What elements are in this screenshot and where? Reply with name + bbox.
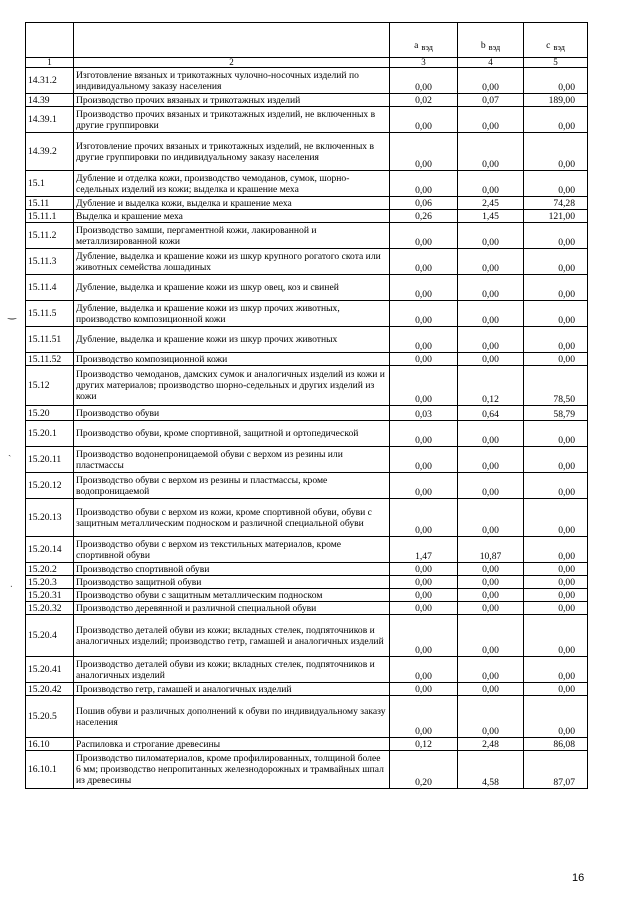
- row-value-c: 0,00: [524, 301, 588, 327]
- row-value-b: 0,00: [458, 421, 524, 447]
- column-number: 2: [74, 58, 390, 68]
- row-value-c: 0,00: [524, 107, 588, 133]
- row-value-b: 0,64: [458, 406, 524, 421]
- row-code: 15.20.3: [26, 576, 74, 589]
- row-value-c: 0,00: [524, 615, 588, 657]
- row-value-a: 0,00: [390, 301, 458, 327]
- header-cell-a: [390, 23, 458, 58]
- row-value-a: 0,00: [390, 171, 458, 197]
- row-value-c: 0,00: [524, 223, 588, 249]
- header-cell-b: [458, 23, 524, 58]
- row-code: 15.11: [26, 197, 74, 210]
- table-row: [26, 499, 588, 537]
- row-value-b: 0,00: [458, 696, 524, 738]
- row-value-a: 0,00: [390, 615, 458, 657]
- row-value-c: 0,00: [524, 683, 588, 696]
- row-code: 15.20.2: [26, 563, 74, 576]
- row-code: 14.39.1: [26, 107, 74, 133]
- table-row: [26, 602, 588, 615]
- table-row: [26, 107, 588, 133]
- table-row: [26, 421, 588, 447]
- row-description: Производство обуви с верхом из текстильных материалов, кроме спортивной обуви: [74, 537, 390, 563]
- row-code: 15.11.5: [26, 301, 74, 327]
- row-value-a: 0,00: [390, 275, 458, 301]
- row-value-b: 0,00: [458, 68, 524, 94]
- row-description: Производство обуви с верхом из кожи, кроме спортивной обуви, обуви с защитным металлическим подноском и различной специальной обуви: [74, 499, 390, 537]
- row-value-c: 87,07: [524, 751, 588, 789]
- row-description: Производство замши, пергаментной кожи, лакированной и металлизированной кожи: [74, 223, 390, 249]
- table-row: [26, 223, 588, 249]
- row-code: 15.11.3: [26, 249, 74, 275]
- header-a-letter: a: [414, 40, 419, 51]
- row-code: 15.11.4: [26, 275, 74, 301]
- table-body: [26, 23, 588, 789]
- row-value-b: 0,00: [458, 223, 524, 249]
- row-code: 15.20.41: [26, 657, 74, 683]
- header-c-sub: вэд: [553, 42, 565, 52]
- row-value-c: 0,00: [524, 576, 588, 589]
- row-value-a: 0,20: [390, 751, 458, 789]
- row-value-b: 0,00: [458, 107, 524, 133]
- row-description: Производство спортивной обуви: [74, 563, 390, 576]
- row-value-c: 78,50: [524, 366, 588, 406]
- row-code: 15.20.14: [26, 537, 74, 563]
- row-description: Дубление, выделка и крашение кожи из шкур крупного рогатого скота или животных семейства лошадиных: [74, 249, 390, 275]
- row-value-a: 0,02: [390, 94, 458, 107]
- column-number: 4: [458, 58, 524, 68]
- row-value-a: 0,26: [390, 210, 458, 223]
- row-value-b: 0,00: [458, 499, 524, 537]
- row-value-c: 0,00: [524, 447, 588, 473]
- row-code: 15.20.12: [26, 473, 74, 499]
- row-value-b: 4,58: [458, 751, 524, 789]
- row-value-b: 0,00: [458, 576, 524, 589]
- table-row: [26, 473, 588, 499]
- row-description: Производство деталей обуви из кожи; вкладных стелек, подпяточников и аналогичных изделий: [74, 657, 390, 683]
- row-value-c: 0,00: [524, 327, 588, 353]
- row-code: 15.20.5: [26, 696, 74, 738]
- row-value-b: 0,00: [458, 353, 524, 366]
- row-value-b: 0,00: [458, 563, 524, 576]
- row-description: Пошив обуви и различных дополнений к обуви по индивидуальному заказу населения: [74, 696, 390, 738]
- table-row: [26, 68, 588, 94]
- row-description: Производство чемоданов, дамских сумок и аналогичных изделий из кожи и других материалов; производство шорно-седельных и других изделий из кожи: [74, 366, 390, 406]
- row-description: Производство обуви с верхом из резины и пластмассы, кроме водопроницаемой: [74, 473, 390, 499]
- row-value-b: 0,12: [458, 366, 524, 406]
- row-code: 14.31.2: [26, 68, 74, 94]
- row-code: 15.20.11: [26, 447, 74, 473]
- row-description: Дубление, выделка и крашение кожи из шкур прочих животных, производство композиционной кожи: [74, 301, 390, 327]
- row-value-a: 0,00: [390, 473, 458, 499]
- row-value-b: 2,48: [458, 738, 524, 751]
- row-code: 14.39.2: [26, 133, 74, 171]
- row-value-c: 86,08: [524, 738, 588, 751]
- table-row: [26, 447, 588, 473]
- row-value-a: 0,00: [390, 223, 458, 249]
- row-value-c: 0,00: [524, 499, 588, 537]
- row-description: Производство защитной обуви: [74, 576, 390, 589]
- row-description: Производство пиломатериалов, кроме профилированных, толщиной более 6 мм; производство непропитанных железнодорожных и трамвайных шпал из древесины: [74, 751, 390, 789]
- row-code: 16.10: [26, 738, 74, 751]
- row-value-c: 0,00: [524, 249, 588, 275]
- row-value-b: 0,00: [458, 589, 524, 602]
- row-value-a: 0,00: [390, 499, 458, 537]
- row-code: 15.20.13: [26, 499, 74, 537]
- table-row: [26, 249, 588, 275]
- row-value-a: 0,00: [390, 683, 458, 696]
- column-number: 5: [524, 58, 588, 68]
- row-value-b: 0,00: [458, 657, 524, 683]
- row-code: 15.20.31: [26, 589, 74, 602]
- margin-mark: ‿: [8, 309, 17, 320]
- page-number: 16: [572, 872, 585, 884]
- table-row: [26, 657, 588, 683]
- header-c-letter: c: [546, 40, 551, 51]
- row-value-b: 0,00: [458, 133, 524, 171]
- row-value-b: 0,00: [458, 602, 524, 615]
- row-description: Изготовление вязаных и трикотажных чулочно-носочных изделий по индивидуальному заказу населения: [74, 68, 390, 94]
- row-description: Производство прочих вязаных и трикотажных изделий, не включенных в другие группировки: [74, 107, 390, 133]
- row-description: Производство водонепроницаемой обуви с верхом из резины или пластмассы: [74, 447, 390, 473]
- column-number-row: [26, 58, 588, 68]
- row-value-c: 0,00: [524, 537, 588, 563]
- table-row: [26, 327, 588, 353]
- row-value-a: 0,00: [390, 107, 458, 133]
- row-value-c: 121,00: [524, 210, 588, 223]
- row-description: Производство композиционной кожи: [74, 353, 390, 366]
- row-value-c: 0,00: [524, 563, 588, 576]
- row-code: 15.20.32: [26, 602, 74, 615]
- row-value-a: 0,00: [390, 696, 458, 738]
- row-value-a: 0,00: [390, 602, 458, 615]
- row-value-b: 0,00: [458, 171, 524, 197]
- row-code: 14.39: [26, 94, 74, 107]
- table-row: [26, 406, 588, 421]
- row-value-b: 0,00: [458, 473, 524, 499]
- row-value-c: 0,00: [524, 275, 588, 301]
- header-cell-c: [524, 23, 588, 58]
- row-value-c: 0,00: [524, 171, 588, 197]
- row-description: Дубление, выделка и крашение кожи из шкур овец, коз и свиней: [74, 275, 390, 301]
- row-value-c: 0,00: [524, 657, 588, 683]
- row-value-b: 0,00: [458, 275, 524, 301]
- row-code: 15.12: [26, 366, 74, 406]
- row-value-a: 0,00: [390, 249, 458, 275]
- table-row: [26, 537, 588, 563]
- row-code: 15.11.2: [26, 223, 74, 249]
- row-value-c: 74,28: [524, 197, 588, 210]
- row-value-b: 0,00: [458, 615, 524, 657]
- table-row: [26, 353, 588, 366]
- row-value-a: 0,00: [390, 133, 458, 171]
- header-cell-code: [26, 23, 74, 58]
- row-value-a: 0,00: [390, 447, 458, 473]
- row-description: Производство прочих вязаных и трикотажных изделий: [74, 94, 390, 107]
- table-row: [26, 171, 588, 197]
- row-value-a: 0,00: [390, 353, 458, 366]
- row-code: 15.11.1: [26, 210, 74, 223]
- row-code: 15.11.51: [26, 327, 74, 353]
- row-description: Производство деревянной и различной специальной обуви: [74, 602, 390, 615]
- row-value-c: 0,00: [524, 421, 588, 447]
- row-value-b: 10,87: [458, 537, 524, 563]
- row-value-a: 0,00: [390, 657, 458, 683]
- row-value-b: 0,00: [458, 327, 524, 353]
- row-code: 15.20: [26, 406, 74, 421]
- row-description: Распиловка и строгание древесины: [74, 738, 390, 751]
- row-value-b: 1,45: [458, 210, 524, 223]
- table-row: [26, 94, 588, 107]
- margin-mark: ˑ: [10, 583, 13, 594]
- row-code: 15.11.52: [26, 353, 74, 366]
- table-row: [26, 301, 588, 327]
- row-code: 15.20.42: [26, 683, 74, 696]
- row-description: Дубление, выделка и крашение кожи из шкур прочих животных: [74, 327, 390, 353]
- row-description: Выделка и крашение меха: [74, 210, 390, 223]
- data-table: [25, 22, 588, 789]
- row-description: Производство обуви: [74, 406, 390, 421]
- table-row: [26, 133, 588, 171]
- row-value-a: 1,47: [390, 537, 458, 563]
- row-value-c: 0,00: [524, 589, 588, 602]
- header-row: [26, 23, 588, 58]
- row-value-a: 0,00: [390, 563, 458, 576]
- table-row: [26, 563, 588, 576]
- table-row: [26, 696, 588, 738]
- row-description: Дубление и отделка кожи, производство чемоданов, сумок, шорно-седельных изделий из кожи; выделка и крашение меха: [74, 171, 390, 197]
- row-value-b: 0,00: [458, 683, 524, 696]
- row-description: Дубление и выделка кожи, выделка и крашение меха: [74, 197, 390, 210]
- row-description: Производство обуви, кроме спортивной, защитной и ортопедической: [74, 421, 390, 447]
- row-value-b: 0,00: [458, 249, 524, 275]
- header-b-sub: вэд: [488, 42, 501, 52]
- row-value-b: 0,07: [458, 94, 524, 107]
- table-row: [26, 683, 588, 696]
- row-code: 15.20.4: [26, 615, 74, 657]
- row-description: Производство обуви с защитным металлическим подноском: [74, 589, 390, 602]
- row-value-a: 0,00: [390, 589, 458, 602]
- row-value-a: 0,03: [390, 406, 458, 421]
- row-value-c: 189,00: [524, 94, 588, 107]
- column-number: 3: [390, 58, 458, 68]
- row-value-a: 0,06: [390, 197, 458, 210]
- row-value-c: 0,00: [524, 696, 588, 738]
- row-description: Изготовление прочих вязаных и трикотажных изделий, не включенных в другие группировки по индивидуальному заказу населения: [74, 133, 390, 171]
- row-value-a: 0,00: [390, 421, 458, 447]
- table-row: [26, 275, 588, 301]
- row-value-c: 58,79: [524, 406, 588, 421]
- row-value-c: 0,00: [524, 473, 588, 499]
- table-row: [26, 589, 588, 602]
- row-description: Производство гетр, гамашей и аналогичных изделий: [74, 683, 390, 696]
- table-row: [26, 197, 588, 210]
- table-row: [26, 738, 588, 751]
- table-row: [26, 615, 588, 657]
- header-cell-desc: [74, 23, 390, 58]
- row-value-a: 0,00: [390, 366, 458, 406]
- table-row: [26, 576, 588, 589]
- header-a-sub: вэд: [421, 42, 433, 52]
- row-value-b: 0,00: [458, 301, 524, 327]
- row-value-a: 0,00: [390, 68, 458, 94]
- margin-mark: ˎ: [8, 446, 12, 457]
- row-code: 16.10.1: [26, 751, 74, 789]
- row-value-c: 0,00: [524, 68, 588, 94]
- row-value-a: 0,12: [390, 738, 458, 751]
- row-value-c: 0,00: [524, 353, 588, 366]
- column-number: 1: [26, 58, 74, 68]
- header-b-letter: b: [480, 40, 486, 51]
- row-value-a: 0,00: [390, 576, 458, 589]
- table-row: [26, 210, 588, 223]
- row-value-a: 0,00: [390, 327, 458, 353]
- row-value-b: 0,00: [458, 447, 524, 473]
- row-code: 15.20.1: [26, 421, 74, 447]
- table-row: [26, 366, 588, 406]
- row-value-c: 0,00: [524, 133, 588, 171]
- row-value-b: 2,45: [458, 197, 524, 210]
- row-value-c: 0,00: [524, 602, 588, 615]
- row-code: 15.1: [26, 171, 74, 197]
- row-description: Производство деталей обуви из кожи; вкладных стелек, подпяточников и аналогичных изделий; производство гетр, гамашей и аналогичных изделий: [74, 615, 390, 657]
- table-row: [26, 751, 588, 789]
